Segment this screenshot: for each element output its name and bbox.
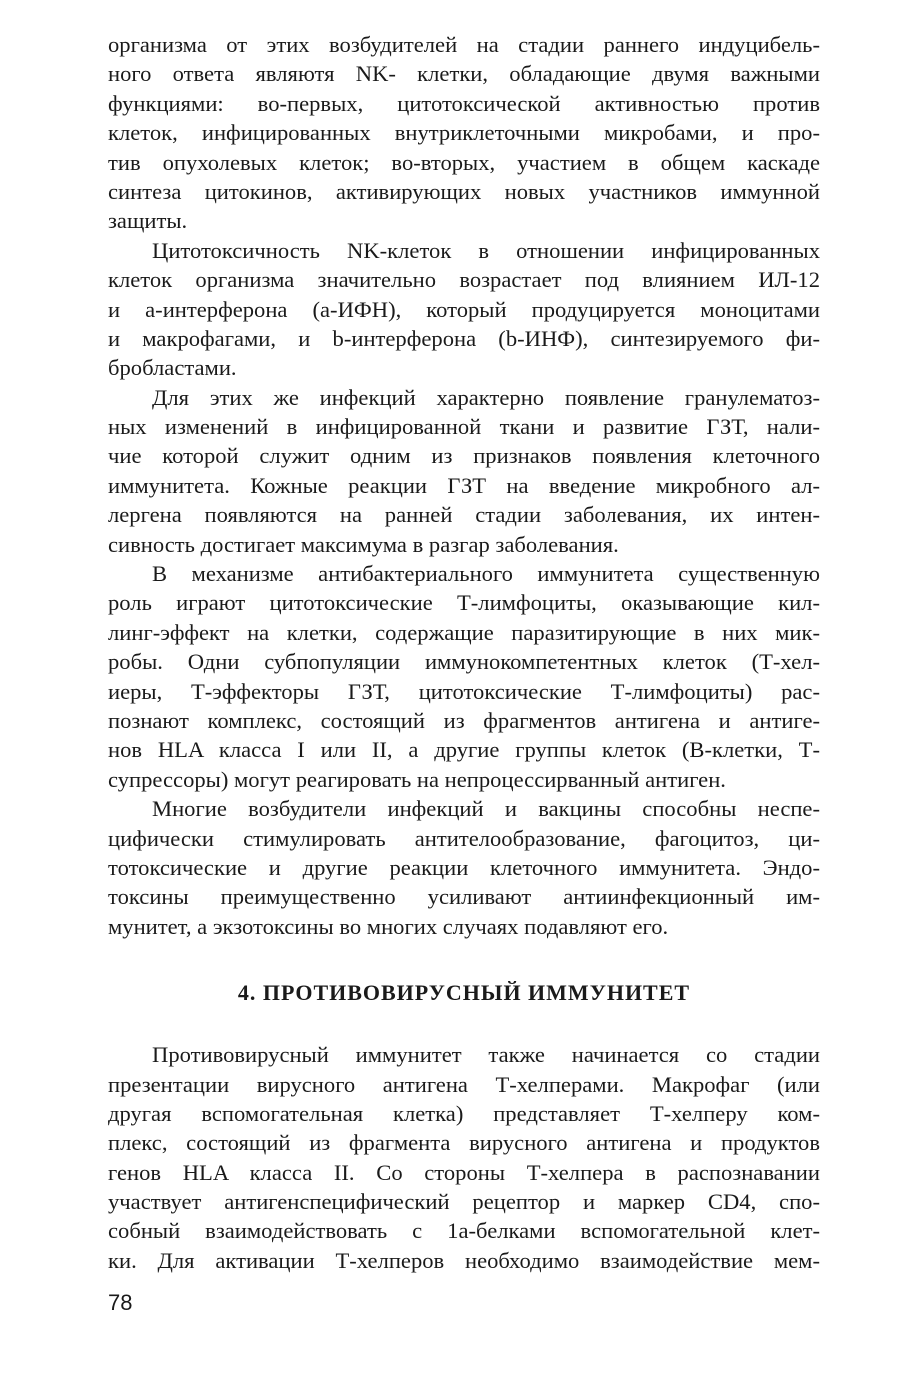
text-line: презентации вирусного антигена Т-хелперами. Макрофаг (или bbox=[108, 1071, 820, 1097]
text-line: защиты. bbox=[108, 208, 188, 234]
text-line: тотоксические и другие реакции клеточного иммунитета. Эндо- bbox=[108, 854, 820, 880]
text-line: и макрофагами, и b-интерферона (b-ИНФ), синтезируемого фи- bbox=[108, 325, 820, 351]
text-line: Многие возбудители инфекций и вакцины способны неспе- bbox=[152, 796, 820, 822]
text-line: лергена появляются на ранней стадии заболевания, их интен- bbox=[108, 502, 820, 528]
text-line: робы. Одни субпопуляции иммунокомпетентных клеток (Т-хел- bbox=[108, 649, 820, 675]
text-line: клеток, инфицированных внутриклеточными микробами, и про- bbox=[108, 120, 820, 146]
paragraph bbox=[108, 236, 820, 383]
text-line: супрессоры) могут реагировать на непроцессирванный антиген. bbox=[108, 766, 726, 792]
text-line: мунитет, а экзотоксины во многих случаях подавляют его. bbox=[108, 913, 669, 939]
text-line: ных изменений в инфицированной ткани и развитие ГЗТ, нали- bbox=[108, 414, 820, 440]
text-line: генов HLA класса II. Со стороны Т-хелпера в распознавании bbox=[108, 1159, 820, 1185]
text-line: роль играют цитотоксические Т-лимфоциты, оказывающие кил- bbox=[108, 590, 820, 616]
text-line: участвует антигенспецифический рецептор и маркер CD4, спо- bbox=[108, 1189, 820, 1215]
paragraph bbox=[108, 383, 820, 559]
text-line: линг-эффект на клетки, содержащие паразитирующие в них мик- bbox=[108, 619, 820, 645]
text-line: синтеза цитокинов, активирующих новых участников иммунной bbox=[108, 178, 820, 204]
text-line: функциями: во-первых, цитотоксической активностью против bbox=[108, 90, 820, 116]
text-line: иммунитета. Кожные реакции ГЗТ на введение микробного ал- bbox=[108, 472, 820, 498]
text-line: Противовирусный иммунитет также начинается со стадии bbox=[152, 1042, 820, 1068]
page-body bbox=[108, 30, 820, 1275]
section-heading: 4. ПРОТИВОВИРУСНЫЙ ИММУНИТЕТ bbox=[237, 980, 691, 1006]
text-line: сивность достигает максимума в разгар заболевания. bbox=[108, 531, 619, 557]
text-block-bottom bbox=[108, 1040, 820, 1275]
page-number: 78 bbox=[108, 1290, 133, 1315]
paragraph bbox=[108, 30, 820, 236]
paragraph bbox=[108, 794, 820, 941]
text-line: ного ответа являютя NK- клетки, обладающие двумя важными bbox=[108, 61, 820, 87]
text-line: чие которой служит одним из признаков появления клеточного bbox=[108, 443, 820, 469]
text-line: цифически стимулировать антителообразование, фагоцитоз, ци- bbox=[108, 825, 820, 851]
paragraph bbox=[108, 1040, 820, 1275]
text-line: Для этих же инфекций характерно появление гранулематоз- bbox=[152, 384, 820, 410]
text-line: организма от этих возбудителей на стадии раннего индуцибель- bbox=[108, 32, 820, 57]
text-line: плекс, состоящий из фрагмента вирусного антигена и продуктов bbox=[108, 1130, 820, 1156]
text-line: тив опухолевых клеток; во-вторых, участием в общем каскаде bbox=[108, 149, 820, 175]
text-line: бробластами. bbox=[108, 355, 237, 381]
text-line: собный взаимодействовать с 1а-белками вспомогательной клет- bbox=[108, 1218, 820, 1244]
text-line: иеры, Т-эффекторы ГЗТ, цитотоксические Т-лимфоциты) рас- bbox=[108, 678, 820, 704]
text-block-top bbox=[108, 30, 820, 941]
text-line: Цитотоксичность NK-клеток в отношении инфицированных bbox=[152, 237, 820, 263]
text-line: токсины преимущественно усиливают антиинфекционный им- bbox=[108, 884, 820, 910]
text-line: познают комплекс, состоящий из фрагментов антигена и антиге- bbox=[108, 707, 820, 733]
text-line: и а-интерферона (а-ИФН), который продуцируется моноцитами bbox=[108, 296, 820, 322]
text-line: В механизме антибактериального иммунитета существенную bbox=[152, 561, 820, 587]
text-line: ки. Для активации Т-хелперов необходимо взаимодействие мем- bbox=[108, 1247, 820, 1273]
text-line: клеток организма значительно возрастает под влиянием ИЛ-12 bbox=[108, 267, 820, 293]
paragraph bbox=[108, 559, 820, 794]
text-line: нов HLA класса I или II, а другие группы клеток (В-клетки, Т- bbox=[108, 737, 820, 763]
text-line: другая вспомогательная клетка) представляет Т-хелперу ком- bbox=[108, 1100, 820, 1126]
